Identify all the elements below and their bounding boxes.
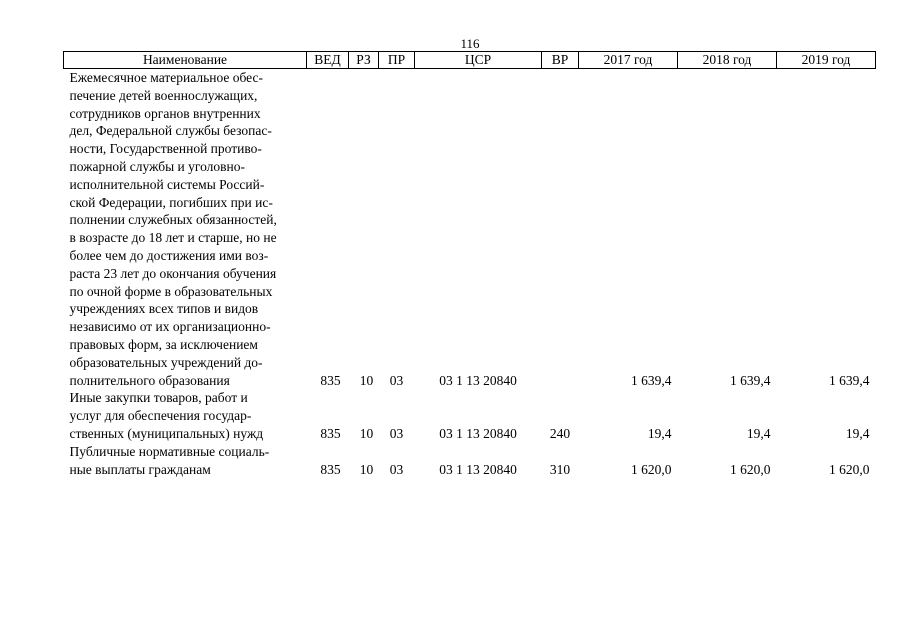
row-rz: 10 [359, 461, 374, 477]
budget-table [63, 51, 876, 478]
row-vr [542, 69, 579, 390]
row-name: Публичные нормативные социаль- ные выплаты гражданам [69, 443, 270, 477]
row-2018: 19,4 [746, 425, 771, 441]
header-vr: ВР [542, 52, 579, 69]
row-2017: 19,4 [647, 425, 672, 441]
row-2019: 1 620,0 [829, 461, 870, 477]
row-2017: 1 639,4 [631, 372, 672, 388]
row-ved: 835 [320, 372, 341, 388]
header-rz: РЗ [349, 52, 379, 69]
row-pr: 03 [389, 425, 404, 441]
row-vr: 310 [549, 461, 571, 477]
table-row [64, 389, 876, 442]
row-2019: 1 639,4 [829, 372, 870, 388]
header-2019: 2019 год [777, 52, 876, 69]
row-rz: 10 [359, 372, 374, 388]
row-2017: 1 620,0 [631, 461, 672, 477]
row-pr: 03 [389, 372, 404, 388]
header-2017: 2017 год [579, 52, 678, 69]
row-vr: 240 [549, 425, 571, 441]
row-pr: 03 [389, 461, 404, 477]
row-csr: 03 1 13 20840 [439, 372, 517, 388]
row-2018: 1 620,0 [730, 461, 771, 477]
row-name: Ежемесячное материальное обес- печение детей военнослужащих, сотрудников органов внутренних дел, Федеральной службы безопас- ности, Государственной противо- пожарной службы и уголовно- исполнительной системы Россий- ской Федерации, погибших при ис- полнении служебных обязанностей, в возрасте до 18 лет и старше, но не более чем до достижения ими воз- раста 23 лет до окончания обучения по очной форме в образовательных учреждениях всех типов и видов независимо от их организационно- правовых форм, за исключением образовательных учреждений до- полнительного образования [69, 70, 277, 388]
table-row [64, 69, 876, 390]
row-rz: 10 [359, 425, 374, 441]
page-number: 116 [460, 36, 480, 51]
table-header [64, 52, 876, 69]
row-2018: 1 639,4 [730, 372, 771, 388]
header-name: Наименование [64, 52, 307, 69]
row-ved: 835 [320, 425, 341, 441]
row-csr: 03 1 13 20840 [439, 425, 517, 441]
row-name: Иные закупки товаров, работ и услуг для обеспечения государ- ственных (муниципальных) нужд [69, 390, 264, 441]
table-row [64, 443, 876, 479]
header-2018: 2018 год [678, 52, 777, 69]
row-2019: 19,4 [845, 425, 870, 441]
row-ved: 835 [320, 461, 341, 477]
row-csr: 03 1 13 20840 [439, 461, 517, 477]
header-pr: ПР [379, 52, 415, 69]
header-ved: ВЕД [307, 52, 349, 69]
header-csr: ЦСР [415, 52, 542, 69]
